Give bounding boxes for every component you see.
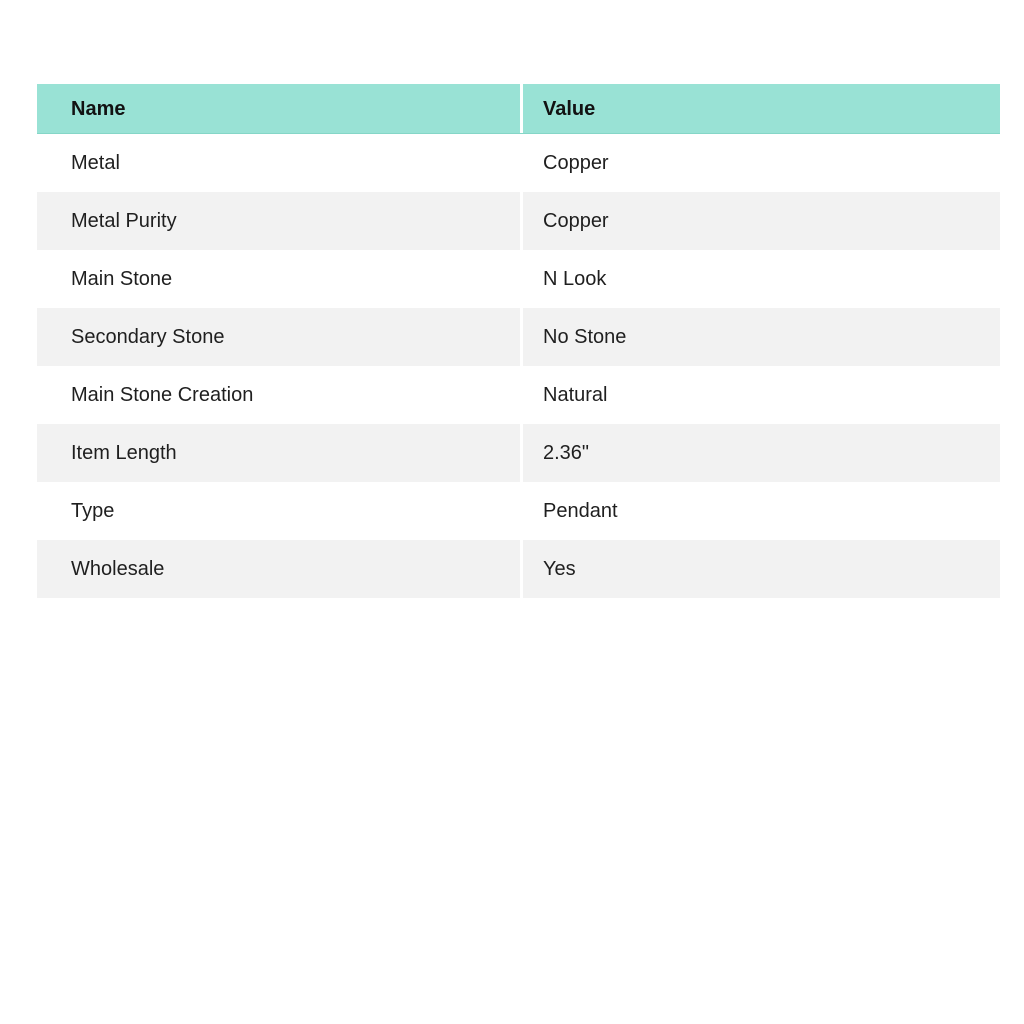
table-row <box>37 192 1000 250</box>
table-header-row <box>37 84 1000 134</box>
product-spec-table <box>37 84 1000 598</box>
table-row <box>37 134 1000 192</box>
row-value-cell: Natural <box>543 384 608 406</box>
row-value-cell: N Look <box>543 268 607 290</box>
column-header-value: Value <box>543 97 596 120</box>
row-name-cell: Type <box>37 482 523 540</box>
column-header-name: Name <box>37 84 523 133</box>
row-value-cell: No Stone <box>543 326 627 348</box>
row-name-cell: Main Stone Creation <box>37 366 523 424</box>
table-row <box>37 250 1000 308</box>
row-name-cell: Main Stone <box>37 250 523 308</box>
table-row <box>37 424 1000 482</box>
row-value-cell: Copper <box>543 152 609 174</box>
row-value-cell: Copper <box>543 210 609 232</box>
row-name-cell: Metal Purity <box>37 192 523 250</box>
row-value-cell: Pendant <box>543 500 618 522</box>
row-name-cell: Metal <box>37 134 523 192</box>
row-name-cell: Wholesale <box>37 540 523 598</box>
row-name-cell: Item Length <box>37 424 523 482</box>
table-row <box>37 308 1000 366</box>
table-row <box>37 540 1000 598</box>
row-value-cell: 2.36" <box>543 442 590 464</box>
row-name-cell: Secondary Stone <box>37 308 523 366</box>
table-row <box>37 482 1000 540</box>
table-row <box>37 366 1000 424</box>
row-value-cell: Yes <box>543 558 576 580</box>
